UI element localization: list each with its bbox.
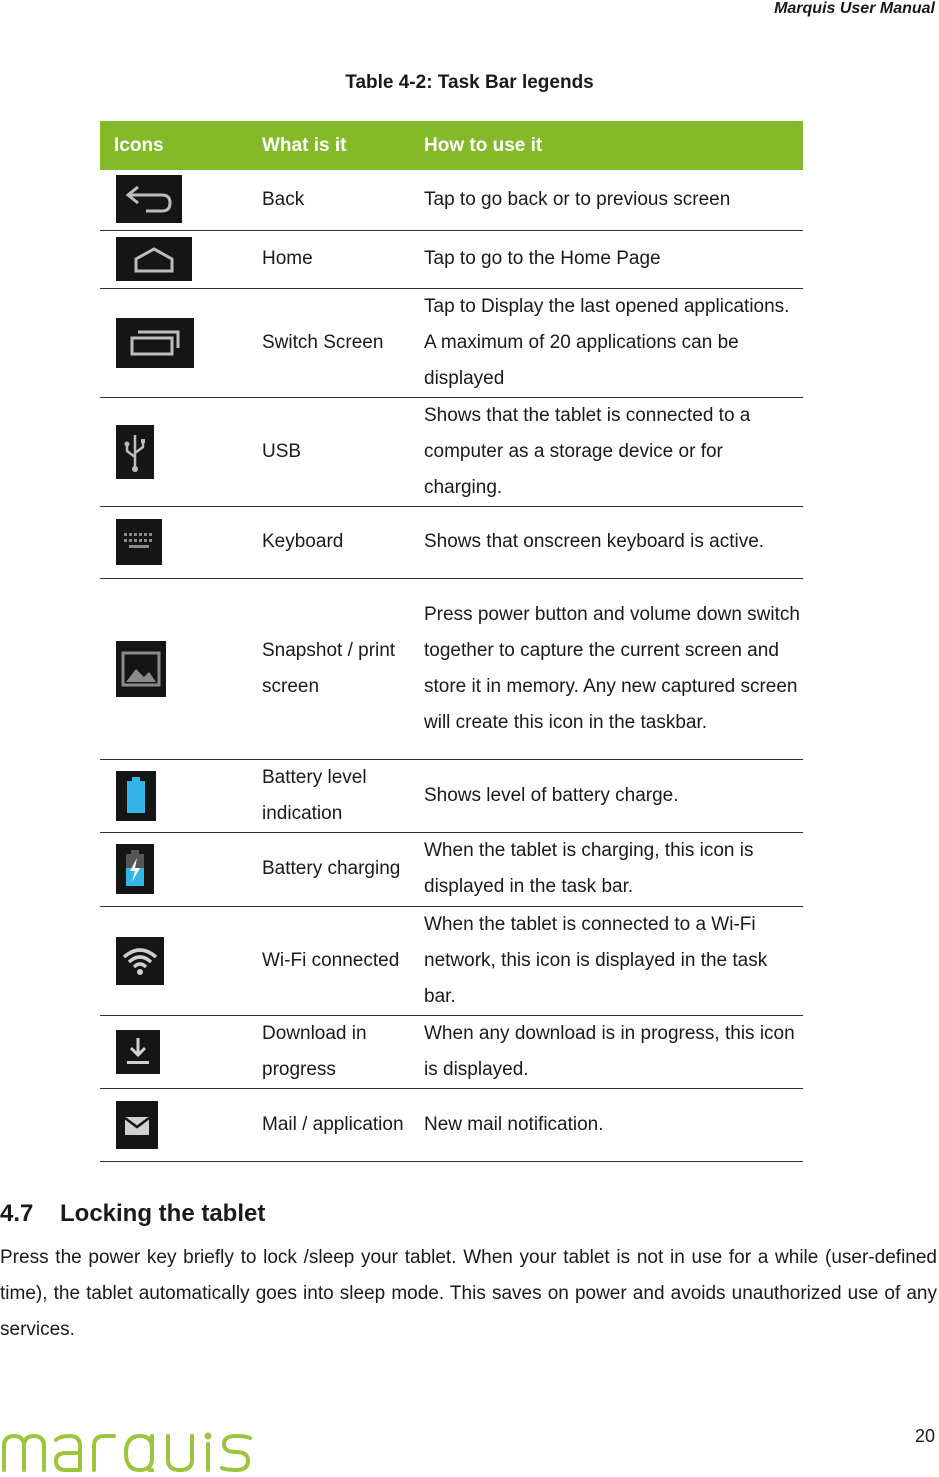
table-row xyxy=(100,906,803,1015)
row-name: Back xyxy=(262,170,424,230)
table-row xyxy=(100,506,803,578)
section-title: Locking the tablet xyxy=(60,1200,266,1227)
row-name: Keyboard xyxy=(262,506,424,578)
row-usage: Shows that onscreen keyboard is active. xyxy=(424,506,803,578)
row-name: Snapshot / print screen xyxy=(262,578,424,759)
table-row xyxy=(100,1088,803,1161)
row-name: Wi-Fi connected xyxy=(262,906,424,1015)
column-header-icons: Icons xyxy=(100,121,262,170)
wifi-icon xyxy=(116,937,164,985)
row-name: Download in progress xyxy=(262,1015,424,1088)
row-usage: Shows level of battery charge. xyxy=(424,759,803,832)
table-row xyxy=(100,170,803,230)
section-body: Press the power key briefly to lock /sleep your tablet. When your tablet is not in use for a while (user-defined time), the tablet automatically goes into sleep mode. This saves on power and avoids unauthorized use of any services. xyxy=(0,1247,937,1340)
column-header-what: What is it xyxy=(262,121,424,170)
row-name: Switch Screen xyxy=(262,288,424,397)
table-row xyxy=(100,1015,803,1088)
section-heading xyxy=(0,1200,265,1228)
marquis-logo xyxy=(0,1428,270,1477)
row-name: Home xyxy=(262,230,424,288)
task-bar-legend-table xyxy=(100,121,803,1162)
manual-header: Marquis User Manual xyxy=(774,0,935,17)
screenshot-icon xyxy=(116,641,166,697)
table-header-row xyxy=(100,121,803,170)
page-number: 20 xyxy=(914,1426,935,1446)
table-row xyxy=(100,230,803,288)
row-usage: New mail notification. xyxy=(424,1088,803,1161)
battery-level-icon xyxy=(116,771,156,821)
row-usage: When the tablet is charging, this icon is displayed in the task bar. xyxy=(424,832,803,906)
row-name: Battery level indication xyxy=(262,759,424,832)
row-usage: Press power button and volume down switch together to capture the current screen and store it in memory. Any new captured screen will create this icon in the taskbar. xyxy=(424,578,803,759)
table-row xyxy=(100,832,803,906)
table-row xyxy=(100,288,803,397)
back-arrow-icon xyxy=(116,175,182,223)
row-usage: Shows that the tablet is connected to a computer as a storage device or for charging. xyxy=(424,397,803,506)
row-usage: Tap to go back or to previous screen xyxy=(424,170,803,230)
table-caption: Table 4-2: Task Bar legends xyxy=(345,72,594,93)
download-icon xyxy=(116,1030,160,1074)
row-name: Battery charging xyxy=(262,832,424,906)
keyboard-icon xyxy=(116,519,162,565)
row-usage: When any download is in progress, this icon is displayed. xyxy=(424,1015,803,1088)
recent-apps-icon xyxy=(116,318,194,368)
row-name: Mail / application xyxy=(262,1088,424,1161)
table-row xyxy=(100,759,803,832)
row-name: USB xyxy=(262,397,424,506)
row-usage: When the tablet is connected to a Wi-Fi network, this icon is displayed in the task bar. xyxy=(424,906,803,1015)
table-row xyxy=(100,397,803,506)
section-number: 4.7 xyxy=(0,1200,34,1227)
usb-icon xyxy=(116,425,154,479)
row-usage: Tap to Display the last opened applications. A maximum of 20 applications can be displayed xyxy=(424,288,803,397)
table-row xyxy=(100,578,803,759)
home-icon xyxy=(116,237,192,281)
battery-charging-icon xyxy=(116,844,154,894)
column-header-how: How to use it xyxy=(424,121,803,170)
row-usage: Tap to go to the Home Page xyxy=(424,230,803,288)
mail-icon xyxy=(116,1101,158,1149)
